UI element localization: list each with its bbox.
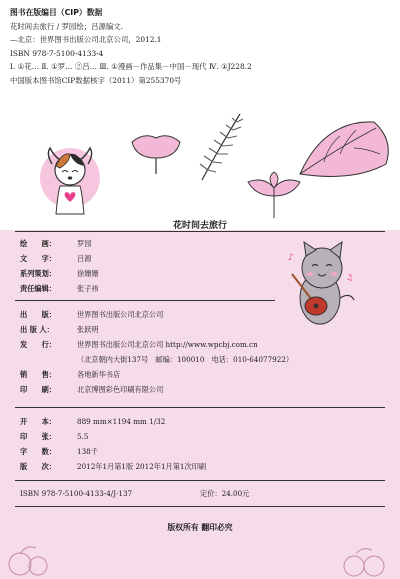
spec-label: 开 本： bbox=[20, 417, 56, 426]
spec-label: 印 张： bbox=[20, 432, 56, 441]
spec-value: 138千 bbox=[77, 447, 98, 456]
small-leaf-icon bbox=[246, 170, 302, 220]
divider bbox=[15, 480, 385, 481]
publication-label: 出 版： bbox=[20, 310, 56, 319]
spec-label: 版 次： bbox=[20, 462, 56, 471]
isbn-line: ISBN 978-7-5100-4133-4/J·137 bbox=[20, 489, 133, 498]
publication-label: 印 刷： bbox=[20, 385, 56, 394]
publication-label: 销 售： bbox=[20, 370, 56, 379]
credit-label: 绘 画： bbox=[20, 239, 56, 248]
svg-text:♪: ♪ bbox=[288, 253, 294, 263]
publication-value: 世界图书出版公司北京公司 http://www.wpcbj.com.cn bbox=[77, 340, 258, 349]
publication-value: 张跃明 bbox=[77, 325, 99, 334]
cat-with-guitar-illustration bbox=[284, 240, 360, 332]
credit-label: 系列策划： bbox=[20, 269, 56, 278]
large-leaf-icon bbox=[294, 118, 398, 182]
credit-label: 文 字： bbox=[20, 254, 56, 263]
publication-label: 出 版 人： bbox=[20, 325, 54, 334]
credit-value: 张子祎 bbox=[77, 284, 99, 293]
book-title: 花时间去旅行 bbox=[172, 221, 227, 231]
spec-value: 5.5 bbox=[77, 432, 89, 441]
credit-value: 罗园 bbox=[77, 239, 92, 248]
girl-illustration bbox=[38, 140, 102, 216]
cherry-doodle-icon bbox=[6, 544, 50, 578]
cip-block bbox=[10, 6, 394, 87]
divider bbox=[15, 506, 385, 507]
publication-value: 世界图书出版公司北京公司 bbox=[77, 310, 164, 319]
price: 定价：24.00元 bbox=[200, 489, 250, 498]
rights-notice: 版权所有 翻印必究 bbox=[167, 523, 233, 532]
cip-line: ISBN 978-7-5100-4133-4 bbox=[10, 48, 104, 58]
publication-value: 各地新华书店 bbox=[77, 370, 121, 379]
publication-value: （北京朝内大街137号 邮编：100010 电话：010-64077922） bbox=[77, 355, 294, 364]
divider bbox=[15, 407, 385, 408]
divider bbox=[15, 231, 385, 232]
credit-value: 吕源 bbox=[77, 254, 92, 263]
cherry-doodle-icon bbox=[338, 546, 388, 578]
credit-value: 徐姗姗 bbox=[77, 269, 99, 278]
credit-label: 责任编辑： bbox=[20, 284, 56, 293]
divider bbox=[15, 300, 275, 301]
cip-line: 花时间去旅行 / 罗园绘；吕源编文. bbox=[10, 21, 124, 31]
cip-line: —北京：世界图书出版公司北京公司，2012.1 bbox=[10, 35, 162, 44]
cip-line: Ⅰ. ①花… Ⅱ. ①罗… ②吕… Ⅲ. ①漫画－作品集－中国－现代 Ⅳ. ①J228.2 bbox=[10, 62, 252, 71]
spec-label: 字 数： bbox=[20, 447, 56, 456]
publication-value: 北京博图彩色印刷有限公司 bbox=[77, 385, 164, 394]
spec-value: 889 mm×1194 mm 1/32 bbox=[77, 417, 166, 426]
ginkgo-leaf-icon bbox=[128, 128, 184, 176]
svg-text:♫: ♫ bbox=[346, 273, 354, 282]
spec-value: 2012年1月第1版 2012年1月第1次印刷 bbox=[77, 462, 207, 471]
publication-label: 发 行： bbox=[20, 340, 56, 349]
cip-heading: 图书在版编目（CIP）数据 bbox=[10, 8, 103, 17]
fern-leaf-icon bbox=[196, 110, 246, 182]
cip-line: 中国版本图书馆CIP数据核字（2011）第255370号 bbox=[10, 75, 182, 85]
